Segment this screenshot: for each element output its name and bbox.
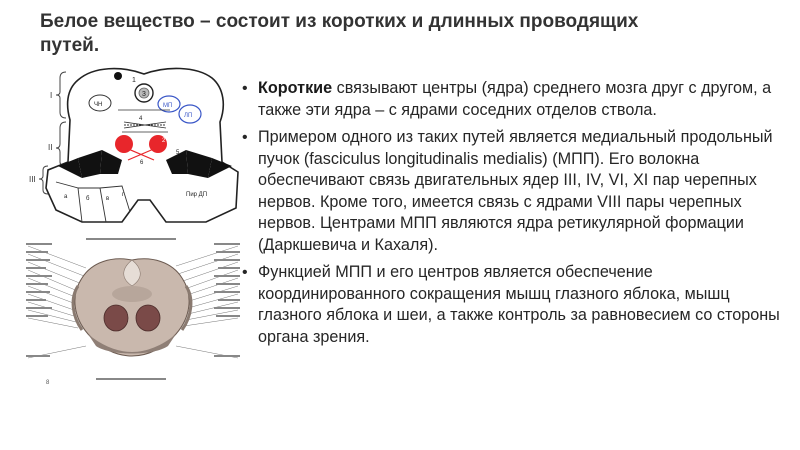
bullet-item (238, 78, 786, 121)
bullet-item (238, 262, 786, 348)
level-label-2: II (48, 143, 53, 152)
bullet-item (238, 127, 786, 256)
atlas-figure-number: 8 (46, 380, 50, 386)
label-lp: ЛП (184, 113, 193, 119)
slide-title: Белое вещество – состоит из коротких и длинных проводящих путей. (40, 11, 639, 56)
bullet-list (238, 78, 786, 354)
bullet-dot: • (242, 129, 248, 146)
label-v: в (106, 196, 110, 202)
level-label-3: III (29, 175, 36, 184)
red-nucleus-atlas-right (136, 305, 160, 331)
midbrain-schematic-diagram (26, 62, 246, 232)
label-b: б (86, 196, 90, 202)
label-2: 2 (162, 138, 166, 144)
bullet-text: Примером одного из таких путей является медиальный продольный пучок (fasciculus longitudinalis medialis) (МПП). Его волокна обеспечивают связь двигательных ядер III, IV, VI, XI пар черепных нервов. Кроме того, имеется связь с ядрами VIII пары черепных нервов. Центрами МПП являются ядра ретикулярной формации (Даркшевича и Кахаля). (258, 128, 773, 254)
label-4: 4 (139, 116, 143, 122)
label-a: а (64, 194, 68, 200)
bullet-text: связывают центры (ядра) среднего мозга друг с другом, а также эти ядра – с ядрами соседних отделов ствола. (258, 79, 772, 119)
label-mp: МП (163, 103, 173, 109)
label-1: 1 (132, 77, 136, 84)
bullet-text: Функцией МПП и его центров является обеспечение координированного сокращения мышц глазного яблока, мышц глазного яблока и шеи, а также контроль за равновесием со стороны органа зрения. (258, 263, 780, 346)
label-g: г (122, 192, 125, 198)
label-5: 5 (176, 150, 180, 156)
label-pir: Пир ДП (186, 192, 208, 198)
bullet-dot: • (242, 80, 248, 97)
label-6: 6 (140, 160, 144, 166)
black-nucleus-top (114, 72, 122, 80)
red-nucleus-atlas-left (104, 305, 128, 331)
bullet-bold-text: Короткие (258, 79, 333, 97)
label-3: 3 (142, 91, 146, 98)
label-chn: ЧН (94, 102, 103, 108)
anatomical-atlas-illustration (26, 238, 240, 388)
level-label-1: I (50, 91, 53, 100)
bullet-dot: • (242, 264, 248, 281)
